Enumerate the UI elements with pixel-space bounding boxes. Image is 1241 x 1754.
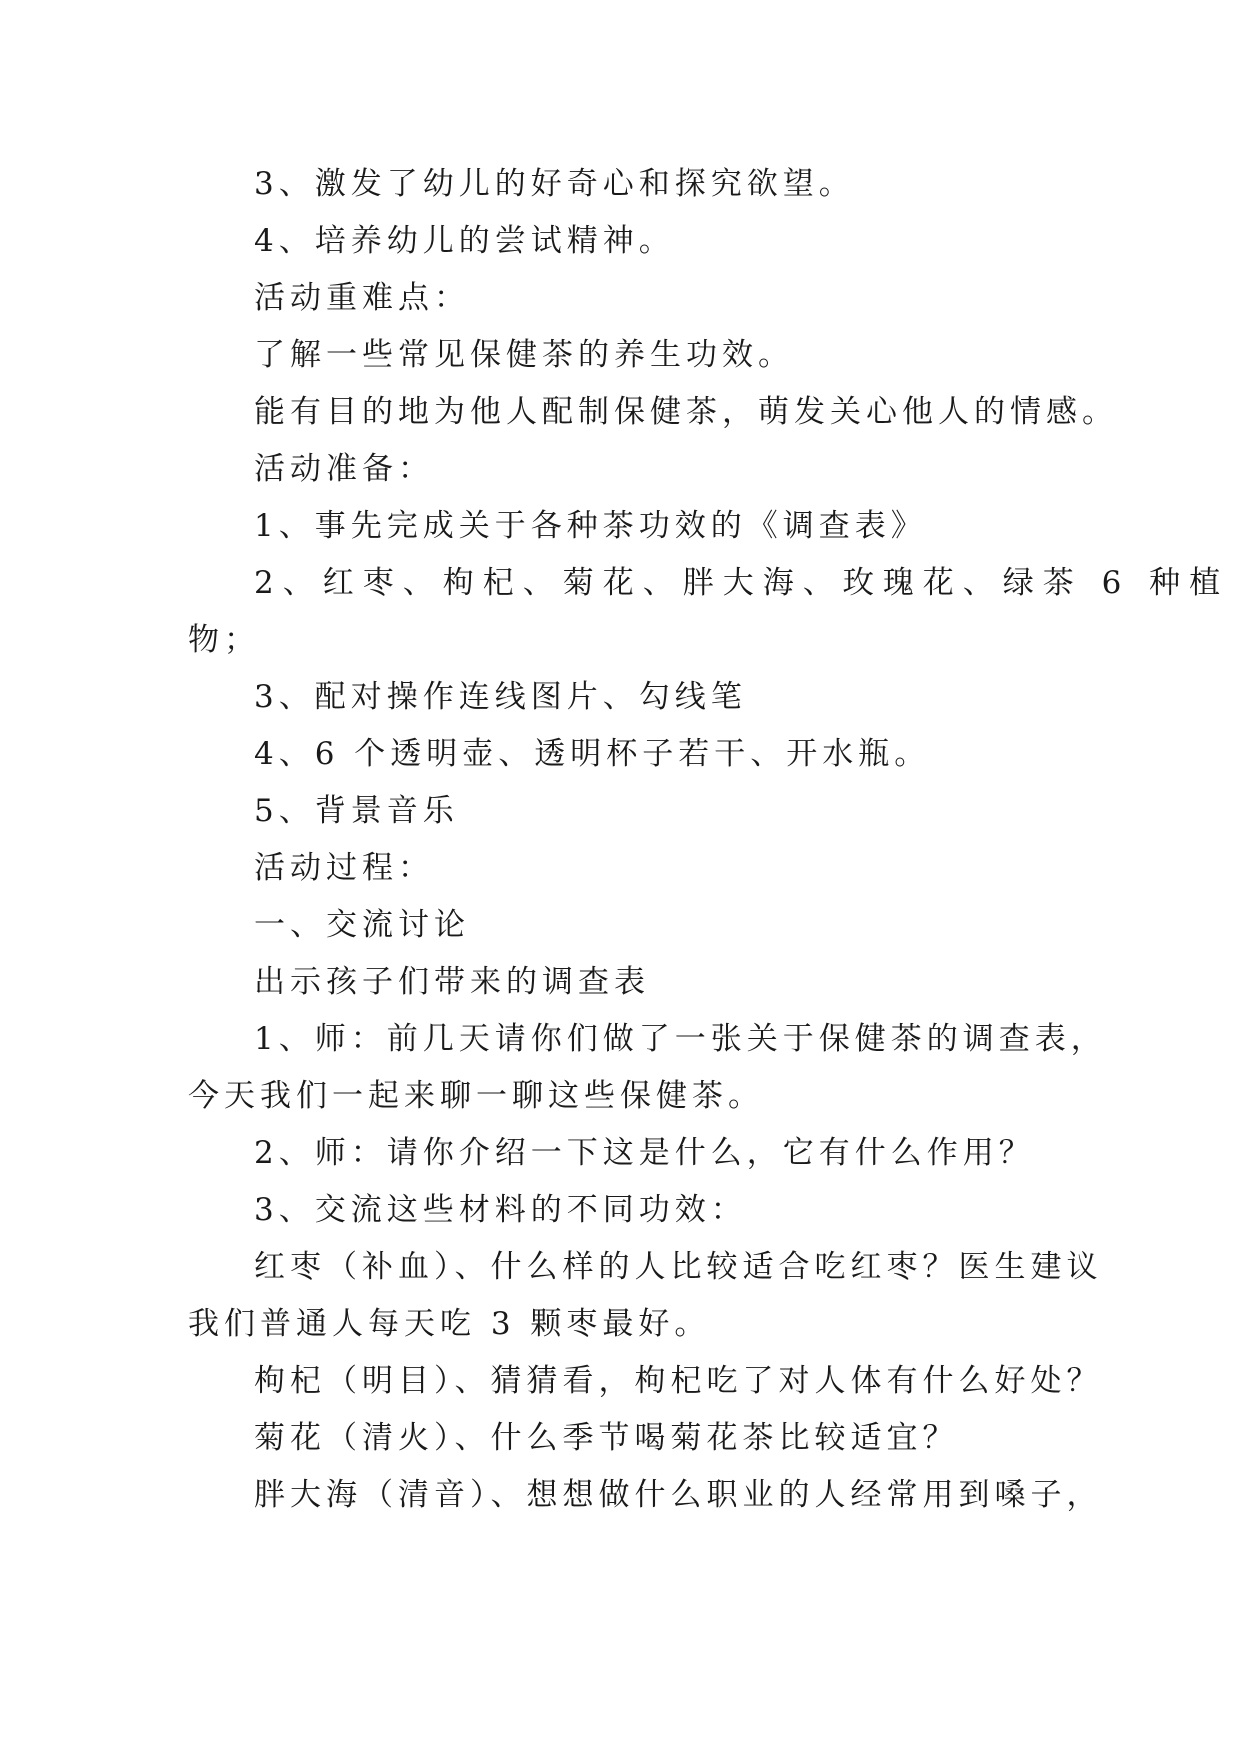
objective-4: 4、培养幼儿的尝试精神。 [254,223,675,259]
process-paragraph: 2、师：请你介绍一下这是什么，它有什么作用？ [254,1135,1035,1171]
key-point-1: 了解一些常见保健茶的养生功效。 [254,337,794,373]
process-step-1-heading: 一、交流讨论 [254,907,470,943]
process-paragraph: 枸杞（明目）、猜猜看，枸杞吃了对人体有什么好处？ [254,1363,1103,1399]
process-paragraph: 红枣（补血）、什么样的人比较适合吃红枣？医生建议 [254,1249,1103,1285]
preparation-2: 2、红枣、枸杞、菊花、胖大海、玫瑰花、绿茶 6 种植 [254,565,1230,601]
process-paragraph: 胖大海（清音）、想想做什么职业的人经常用到嗓子， [254,1477,1103,1513]
preparation-3: 3、配对操作连线图片、勾线笔 [254,679,747,715]
preparation-1: 1、事先完成关于各种茶功效的《调查表》 [254,508,927,544]
preparation-4: 4、6 个透明壶、透明杯子若干、开水瓶。 [254,736,931,772]
section-heading-key-points: 活动重难点： [254,280,470,316]
preparation-5: 5、背景音乐 [254,793,459,829]
objective-3: 3、激发了幼儿的好奇心和探究欲望。 [254,166,855,202]
process-paragraph: 1、师：前几天请你们做了一张关于保健茶的调查表， [254,1021,1107,1057]
section-heading-process: 活动过程： [254,850,434,886]
process-paragraph: 3、交流这些材料的不同功效： [254,1192,747,1228]
preparation-2-continued: 物； [188,622,260,658]
process-paragraph-continued: 今天我们一起来聊一聊这些保健茶。 [188,1078,764,1114]
process-paragraph: 出示孩子们带来的调查表 [254,964,650,1000]
key-point-2: 能有目的地为他人配制保健茶，萌发关心他人的情感。 [254,394,1118,430]
section-heading-preparation: 活动准备： [254,451,434,487]
process-paragraph-continued: 我们普通人每天吃 3 颗枣最好。 [188,1306,711,1342]
process-paragraph: 菊花（清火）、什么季节喝菊花茶比较适宜？ [254,1420,959,1456]
